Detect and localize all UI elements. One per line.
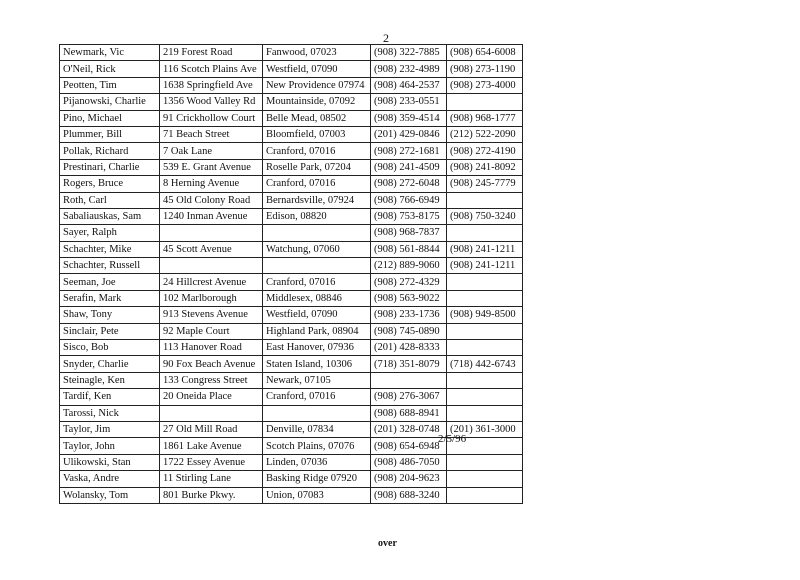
city-zip-cell: Cranford, 07016: [263, 176, 371, 192]
city-zip-cell: Westfield, 07090: [263, 307, 371, 323]
street-address-cell: [160, 225, 263, 241]
table-row: [60, 454, 523, 470]
city-zip-cell: [263, 258, 371, 274]
phone-primary-cell: (908) 766-6949: [371, 192, 447, 208]
contact-name-cell: Serafin, Mark: [60, 290, 160, 306]
street-address-cell: 7 Oak Lane: [160, 143, 263, 159]
street-address-cell: [160, 405, 263, 421]
street-address-cell: 1861 Lake Avenue: [160, 438, 263, 454]
phone-secondary-cell: [447, 323, 523, 339]
phone-primary-cell: (201) 429-0846: [371, 126, 447, 142]
phone-secondary-cell: [447, 340, 523, 356]
table-row: [60, 110, 523, 126]
street-address-cell: 90 Fox Beach Avenue: [160, 356, 263, 372]
street-address-cell: 92 Maple Court: [160, 323, 263, 339]
street-address-cell: 20 Oneida Place: [160, 389, 263, 405]
table-row: [60, 487, 523, 503]
phone-secondary-cell: (212) 522-2090: [447, 126, 523, 142]
footer-over-note: over: [378, 538, 397, 549]
phone-secondary-cell: [447, 471, 523, 487]
city-zip-cell: Newark, 07105: [263, 372, 371, 388]
city-zip-cell: Cranford, 07016: [263, 143, 371, 159]
city-zip-cell: Bernardsville, 07924: [263, 192, 371, 208]
city-zip-cell: [263, 225, 371, 241]
contact-name-cell: O'Neil, Rick: [60, 61, 160, 77]
contact-name-cell: Sayer, Ralph: [60, 225, 160, 241]
table-row: [60, 176, 523, 192]
street-address-cell: 539 E. Grant Avenue: [160, 159, 263, 175]
phone-secondary-cell: [447, 487, 523, 503]
contact-name-cell: Roth, Carl: [60, 192, 160, 208]
street-address-cell: 1638 Springfield Ave: [160, 77, 263, 93]
table-row: [60, 45, 523, 61]
phone-secondary-cell: [447, 274, 523, 290]
phone-primary-cell: (201) 328-0748: [371, 421, 447, 437]
street-address-cell: 24 Hillcrest Avenue: [160, 274, 263, 290]
street-address-cell: 801 Burke Pkwy.: [160, 487, 263, 503]
phone-secondary-cell: (908) 949-8500: [447, 307, 523, 323]
street-address-cell: 1722 Essey Avenue: [160, 454, 263, 470]
phone-primary-cell: (908) 745-0890: [371, 323, 447, 339]
phone-secondary-cell: (908) 968-1777: [447, 110, 523, 126]
city-zip-cell: Scotch Plains, 07076: [263, 438, 371, 454]
contact-name-cell: Sinclair, Pete: [60, 323, 160, 339]
city-zip-cell: Mountainside, 07092: [263, 94, 371, 110]
contact-name-cell: Peotten, Tim: [60, 77, 160, 93]
phone-secondary-cell: [447, 192, 523, 208]
phone-secondary-cell: [447, 372, 523, 388]
street-address-cell: 116 Scotch Plains Ave: [160, 61, 263, 77]
street-address-cell: 27 Old Mill Road: [160, 421, 263, 437]
city-zip-cell: Highland Park, 08904: [263, 323, 371, 339]
table-row: [60, 77, 523, 93]
city-zip-cell: Staten Island, 10306: [263, 356, 371, 372]
table-row: [60, 126, 523, 142]
phone-secondary-cell: [447, 454, 523, 470]
table-row: [60, 323, 523, 339]
table-row: [60, 143, 523, 159]
street-address-cell: 133 Congress Street: [160, 372, 263, 388]
table-row: [60, 61, 523, 77]
table-row: [60, 192, 523, 208]
phone-secondary-cell: [447, 389, 523, 405]
city-zip-cell: Cranford, 07016: [263, 274, 371, 290]
table-row: [60, 471, 523, 487]
phone-secondary-cell: (908) 654-6008: [447, 45, 523, 61]
city-zip-cell: Belle Mead, 08502: [263, 110, 371, 126]
contact-name-cell: Sisco, Bob: [60, 340, 160, 356]
street-address-cell: [160, 258, 263, 274]
table-row: [60, 258, 523, 274]
phone-primary-cell: (908) 233-0551: [371, 94, 447, 110]
phone-secondary-cell: (718) 442-6743: [447, 356, 523, 372]
phone-primary-cell: [371, 372, 447, 388]
table-row: [60, 405, 523, 421]
contact-name-cell: Schachter, Mike: [60, 241, 160, 257]
table-row: [60, 159, 523, 175]
phone-primary-cell: (908) 968-7837: [371, 225, 447, 241]
phone-primary-cell: (908) 688-3240: [371, 487, 447, 503]
city-zip-cell: Fanwood, 07023: [263, 45, 371, 61]
contact-name-cell: Pijanowski, Charlie: [60, 94, 160, 110]
contact-name-cell: Snyder, Charlie: [60, 356, 160, 372]
city-zip-cell: [263, 405, 371, 421]
city-zip-cell: Denville, 07834: [263, 421, 371, 437]
phone-secondary-cell: (908) 241-1211: [447, 241, 523, 257]
phone-primary-cell: (908) 464-2537: [371, 77, 447, 93]
contact-name-cell: Sabaliauskas, Sam: [60, 208, 160, 224]
phone-secondary-cell: (908) 272-4190: [447, 143, 523, 159]
city-zip-cell: Middlesex, 08846: [263, 290, 371, 306]
table-row: [60, 372, 523, 388]
street-address-cell: 91 Crickhollow Court: [160, 110, 263, 126]
phone-secondary-cell: (908) 241-8092: [447, 159, 523, 175]
city-zip-cell: New Providence 07974: [263, 77, 371, 93]
phone-primary-cell: (908) 204-9623: [371, 471, 447, 487]
contact-name-cell: Steinagle, Ken: [60, 372, 160, 388]
phone-primary-cell: (718) 351-8079: [371, 356, 447, 372]
phone-primary-cell: (908) 563-9022: [371, 290, 447, 306]
table-row: [60, 290, 523, 306]
city-zip-cell: Basking Ridge 07920: [263, 471, 371, 487]
phone-secondary-cell: (201) 361-3000: [447, 421, 523, 437]
contact-name-cell: Rogers, Bruce: [60, 176, 160, 192]
contact-name-cell: Pollak, Richard: [60, 143, 160, 159]
phone-secondary-cell: (908) 241-1211: [447, 258, 523, 274]
phone-secondary-cell: [447, 290, 523, 306]
contact-name-cell: Tardif, Ken: [60, 389, 160, 405]
phone-secondary-cell: (908) 273-1190: [447, 61, 523, 77]
phone-primary-cell: (908) 232-4989: [371, 61, 447, 77]
phone-primary-cell: (908) 561-8844: [371, 241, 447, 257]
phone-primary-cell: (908) 753-8175: [371, 208, 447, 224]
phone-primary-cell: (201) 428-8333: [371, 340, 447, 356]
city-zip-cell: Union, 07083: [263, 487, 371, 503]
city-zip-cell: East Hanover, 07936: [263, 340, 371, 356]
phone-primary-cell: (908) 241-4509: [371, 159, 447, 175]
street-address-cell: 219 Forest Road: [160, 45, 263, 61]
contact-name-cell: Tarossi, Nick: [60, 405, 160, 421]
street-address-cell: 8 Herning Avenue: [160, 176, 263, 192]
contact-name-cell: Ulikowski, Stan: [60, 454, 160, 470]
phone-primary-cell: (908) 486-7050: [371, 454, 447, 470]
contact-name-cell: Taylor, Jim: [60, 421, 160, 437]
street-address-cell: 11 Stirling Lane: [160, 471, 263, 487]
phone-primary-cell: (908) 276-3067: [371, 389, 447, 405]
phone-primary-cell: (908) 272-6048: [371, 176, 447, 192]
phone-primary-cell: (212) 889-9060: [371, 258, 447, 274]
phone-secondary-cell: (908) 273-4000: [447, 77, 523, 93]
city-zip-cell: Roselle Park, 07204: [263, 159, 371, 175]
table-row: [60, 208, 523, 224]
contact-name-cell: Newmark, Vic: [60, 45, 160, 61]
city-zip-cell: Bloomfield, 07003: [263, 126, 371, 142]
page-number: 2: [383, 31, 389, 45]
phone-secondary-cell: (908) 750-3240: [447, 208, 523, 224]
contact-name-cell: Plummer, Bill: [60, 126, 160, 142]
phone-primary-cell: (908) 359-4514: [371, 110, 447, 126]
phone-secondary-cell: [447, 225, 523, 241]
city-zip-cell: Edison, 08820: [263, 208, 371, 224]
contact-name-cell: Taylor, John: [60, 438, 160, 454]
phone-secondary-cell: (908) 245-7779: [447, 176, 523, 192]
city-zip-cell: Watchung, 07060: [263, 241, 371, 257]
contact-name-cell: Prestinari, Charlie: [60, 159, 160, 175]
table-row: [60, 241, 523, 257]
phone-primary-cell: (908) 654-6948: [371, 438, 447, 454]
contact-name-cell: Seeman, Joe: [60, 274, 160, 290]
street-address-cell: 113 Hanover Road: [160, 340, 263, 356]
phone-primary-cell: (908) 272-4329: [371, 274, 447, 290]
contact-name-cell: Shaw, Tony: [60, 307, 160, 323]
street-address-cell: 45 Scott Avenue: [160, 241, 263, 257]
table-row: [60, 274, 523, 290]
street-address-cell: 102 Marlborough: [160, 290, 263, 306]
city-zip-cell: Cranford, 07016: [263, 389, 371, 405]
contact-name-cell: Wolansky, Tom: [60, 487, 160, 503]
table-row: [60, 94, 523, 110]
street-address-cell: 1356 Wood Valley Rd: [160, 94, 263, 110]
phone-primary-cell: (908) 272-1681: [371, 143, 447, 159]
street-address-cell: 1240 Inman Avenue: [160, 208, 263, 224]
phone-secondary-cell: [447, 94, 523, 110]
contact-name-cell: Vaska, Andre: [60, 471, 160, 487]
table-row: [60, 225, 523, 241]
phone-primary-cell: (908) 322-7885: [371, 45, 447, 61]
table-row: [60, 356, 523, 372]
table-row: [60, 340, 523, 356]
table-row: [60, 389, 523, 405]
phone-primary-cell: (908) 233-1736: [371, 307, 447, 323]
document-date: 2/5/96: [438, 433, 467, 445]
city-zip-cell: Linden, 07036: [263, 454, 371, 470]
street-address-cell: 45 Old Colony Road: [160, 192, 263, 208]
phone-primary-cell: (908) 688-8941: [371, 405, 447, 421]
contact-name-cell: Pino, Michael: [60, 110, 160, 126]
city-zip-cell: Westfield, 07090: [263, 61, 371, 77]
contact-name-cell: Schachter, Russell: [60, 258, 160, 274]
table-row: [60, 307, 523, 323]
phone-secondary-cell: [447, 405, 523, 421]
street-address-cell: 71 Beach Street: [160, 126, 263, 142]
street-address-cell: 913 Stevens Avenue: [160, 307, 263, 323]
